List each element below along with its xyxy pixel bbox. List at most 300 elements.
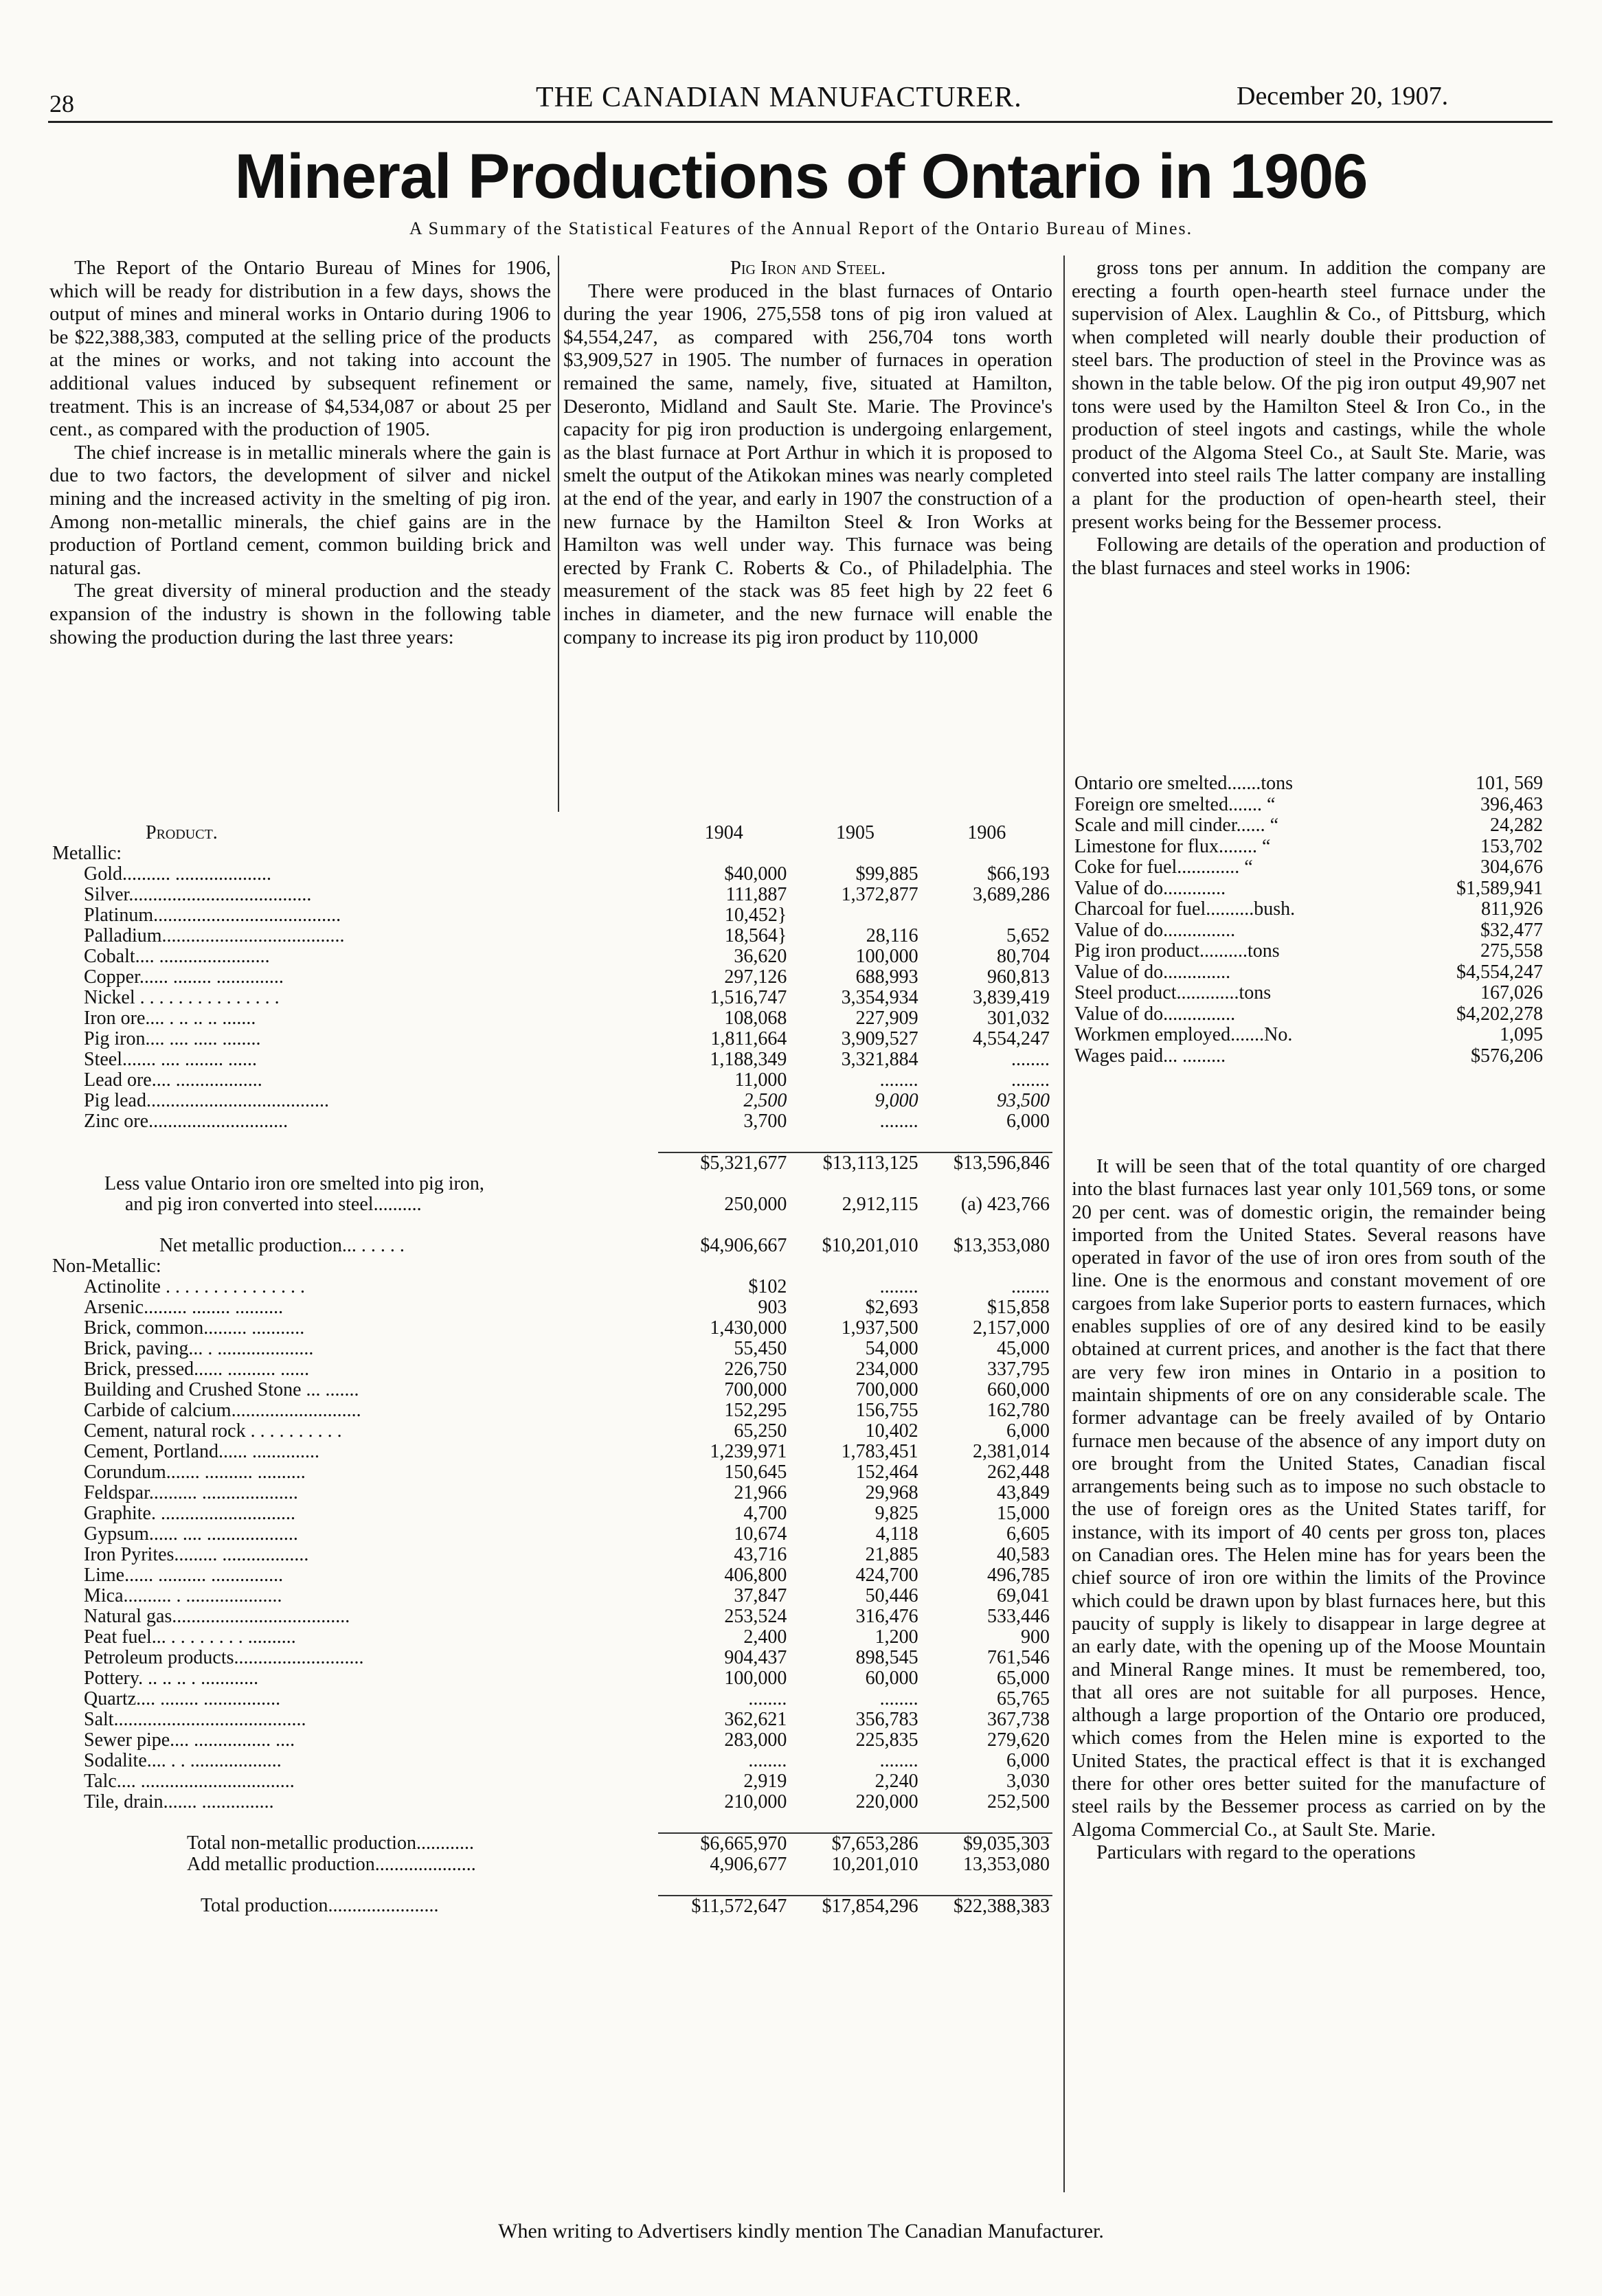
paragraph: The Report of the Ontario Bureau of Mines for 1906, which will be ready for distribution in a few days, shows the output of mines and mineral works in Ontario during 1906 to be $22,388,383, computed at the selling price of the products at the mines or works, and not taking into account the additional values induced by subsequent refinement or treatment. This is an increase of $4,534,087 or about 25 per cent., as compared with the production of 1905. xyxy=(49,257,551,441)
product-header: Product. xyxy=(146,822,218,843)
row-label: Value of do............... xyxy=(1074,1003,1236,1025)
value-1905: $10,201,010 xyxy=(822,1235,918,1256)
value-1905: 3,909,527 xyxy=(841,1028,918,1049)
value-1905: 898,545 xyxy=(855,1647,918,1668)
value-1904: 1,516,747 xyxy=(710,987,787,1008)
row-label: Charcoal for fuel..........bush. xyxy=(1074,898,1296,920)
row-value: 24,282 xyxy=(1490,815,1543,836)
row-value: $4,202,278 xyxy=(1456,1003,1543,1025)
value-1904: 152,295 xyxy=(724,1400,787,1421)
value-1906: (a) 423,766 xyxy=(960,1194,1050,1215)
table-row xyxy=(1072,962,1546,984)
value-1906: 45,000 xyxy=(997,1338,1050,1359)
subtotal-label xyxy=(49,1152,658,1174)
value-1904: 43,716 xyxy=(734,1544,787,1565)
value-1904: 226,750 xyxy=(724,1359,787,1380)
value-1906: 301,032 xyxy=(987,1008,1050,1029)
table-row xyxy=(49,1070,1052,1091)
value-1905: $7,653,286 xyxy=(789,1833,921,1854)
value-1906: ........ xyxy=(1011,1276,1050,1297)
product-name: Cement, Portland...... .............. xyxy=(84,1442,319,1462)
undefined xyxy=(789,843,921,864)
value-1906: 15,000 xyxy=(997,1503,1050,1524)
spacer xyxy=(49,1812,658,1833)
undefined xyxy=(658,1174,789,1194)
running-title: THE CANADIAN MANUFACTURER. xyxy=(536,82,1022,113)
value-1905: ........ xyxy=(879,1688,918,1709)
product-name: Natural gas..................................... xyxy=(84,1606,350,1627)
paragraph: The great diversity of mineral production and the steady expansion of the industry is shown in the following table showing the production during the last three years: xyxy=(49,580,551,648)
value-1904: 10,674 xyxy=(734,1523,787,1545)
less-row xyxy=(49,1194,1052,1215)
total-label: Total production....................... xyxy=(201,1895,439,1916)
header-rule xyxy=(48,121,1553,123)
value-1905: 2,240 xyxy=(875,1771,918,1792)
less-label: Less value Ontario iron ore smelted into pig iron, xyxy=(104,1173,484,1194)
blast-furnace-table xyxy=(1072,773,1546,1067)
value-1904: 297,126 xyxy=(724,966,787,988)
table-row xyxy=(49,1627,1052,1648)
value-1904: 100,000 xyxy=(724,1668,787,1689)
table-row xyxy=(49,1380,1052,1400)
product-name: Salt........................................ xyxy=(84,1709,306,1730)
row-value: 275,558 xyxy=(1480,940,1543,962)
table-row xyxy=(49,1606,1052,1627)
value-1905: 21,885 xyxy=(865,1544,918,1565)
value-1906: 43,849 xyxy=(997,1482,1050,1503)
value-1904: 21,966 xyxy=(734,1482,787,1503)
year-header: 1905 xyxy=(836,822,875,843)
row-label: Scale and mill cinder...... “ xyxy=(1074,815,1279,836)
value-1906: ........ xyxy=(1011,1049,1050,1070)
value-1904: 18,564} xyxy=(724,925,787,946)
paragraph: Particulars with regard to the operations xyxy=(1096,1841,1416,1863)
value-1904: 1,811,664 xyxy=(710,1028,787,1049)
value-1904: 108,068 xyxy=(724,1008,787,1029)
section-label: Metallic: xyxy=(52,843,122,864)
product-name: Corundum....... .......... .......... xyxy=(84,1462,306,1483)
net-label: Net metallic production... . . . . . xyxy=(159,1235,405,1256)
table-row xyxy=(1072,837,1546,858)
value-1906: 6,000 xyxy=(1006,1111,1050,1132)
value-1905: 3,321,884 xyxy=(841,1049,918,1070)
product-name: Actinolite . . . . . . . . . . . . . . . xyxy=(84,1277,305,1297)
product-name: Cobalt.... ....................... xyxy=(84,946,270,967)
value-1905: 156,755 xyxy=(855,1400,918,1421)
product-name: Graphite. ............................ xyxy=(84,1503,295,1524)
value-1905: $17,854,296 xyxy=(789,1896,921,1917)
row-value: 167,026 xyxy=(1480,982,1543,1003)
undefined xyxy=(658,1215,789,1236)
section-label: Non-Metallic: xyxy=(52,1255,161,1277)
value-1905: 54,000 xyxy=(865,1338,918,1359)
product-name: Feldspar.......... .................... xyxy=(84,1483,298,1503)
value-1904: 65,250 xyxy=(734,1420,787,1442)
product-name: Peat fuel... . . . . . . . . .......... xyxy=(84,1627,296,1648)
row-value: $32,477 xyxy=(1480,919,1543,941)
row-label: Wages paid... ......... xyxy=(1074,1045,1226,1067)
table-row xyxy=(49,1049,1052,1070)
table-row xyxy=(49,1524,1052,1545)
undefined xyxy=(658,1132,789,1152)
product-name: Petroleum products........................... xyxy=(84,1648,364,1668)
product-name: Zinc ore............................. xyxy=(84,1111,289,1132)
product-name: Building and Crushed Stone ... ....... xyxy=(84,1380,359,1400)
value-1904: 111,887 xyxy=(725,884,787,905)
value-1905: 10,402 xyxy=(865,1420,918,1442)
row-label: Pig iron product..........tons xyxy=(1074,940,1280,962)
paragraph: There were produced in the blast furnaces of Ontario during the year 1906, 275,558 tons of pig iron valued at $4,554,247, as compared with 256,704 tons worth $3,909,527 in 1905. The number of furnaces in operation remained the same, namely, five, situated at Hamilton, Deseronto, Midland and Sault Ste. Marie. The Province's capacity for pig iron production is undergoing enlargement, as the blast furnace at Port Arthur in which it is proposed to smelt the output of the Atikokan mines was nearly completed at the end of the year, and early in 1907 the construction of a new furnace by the Hamilton Steel & Iron Works at Hamilton was well under way. This furnace was being erected by Frank C. Roberts & Co., of Philadelphia. The measurement of the stack was 85 feet high by 22 feet 6 inches in diameter, and the new furnace will enable the company to increase its pig iron product by 110,000 xyxy=(563,280,1052,648)
value-1906: 262,448 xyxy=(987,1462,1050,1483)
value-1905: 152,464 xyxy=(855,1462,918,1483)
value-1905: 28,116 xyxy=(866,925,918,946)
less-label: and pig iron converted into steel.......... xyxy=(125,1194,422,1215)
spacer xyxy=(49,1875,658,1896)
table-row xyxy=(1072,815,1546,837)
value-1904: $40,000 xyxy=(724,863,787,885)
value-1905: 225,835 xyxy=(855,1729,918,1751)
value-1905: 3,354,934 xyxy=(841,987,918,1008)
table-row xyxy=(49,1400,1052,1421)
value-1905: 424,700 xyxy=(855,1565,918,1586)
table-row xyxy=(49,1792,1052,1812)
value-1904: 11,000 xyxy=(734,1069,787,1091)
value-1904: 1,188,349 xyxy=(710,1049,787,1070)
row-label: Limestone for flux........ “ xyxy=(1074,835,1271,857)
column-2 xyxy=(563,257,1052,649)
product-name: Pig iron.... .... ..... ........ xyxy=(84,1029,261,1049)
issue-date: December 20, 1907. xyxy=(1237,82,1449,111)
section-label-row xyxy=(49,1256,1052,1277)
value-1906: 65,000 xyxy=(997,1668,1050,1689)
table-row xyxy=(1072,773,1546,795)
product-name: Silver...................................... xyxy=(84,885,312,905)
table-row xyxy=(49,1442,1052,1462)
table-row xyxy=(49,926,1052,946)
table-row xyxy=(49,1648,1052,1668)
value-1905: 9,825 xyxy=(875,1503,918,1524)
value-1906: $9,035,303 xyxy=(921,1833,1052,1854)
section-heading: Pig Iron and Steel. xyxy=(730,257,886,279)
value-1904: 250,000 xyxy=(724,1194,787,1215)
product-name: Brick, pressed...... .......... ...... xyxy=(84,1359,310,1380)
value-1904: $102 xyxy=(748,1276,787,1297)
table-row xyxy=(49,1029,1052,1049)
product-name: Lime...... .......... ............... xyxy=(84,1565,284,1586)
grand-total-row xyxy=(49,1896,1052,1917)
value-1905: 688,993 xyxy=(855,966,918,988)
year-header: 1904 xyxy=(704,822,743,843)
table-row xyxy=(1072,795,1546,816)
value-1904: $4,906,667 xyxy=(700,1235,787,1256)
row-label: Coke for fuel............. “ xyxy=(1074,856,1253,878)
paragraph: Following are details of the operation and production of the blast furnaces and steel works in 1906: xyxy=(1072,534,1546,579)
table-row xyxy=(49,1359,1052,1380)
value-1904: 362,621 xyxy=(724,1709,787,1730)
value-1904: 4,700 xyxy=(743,1503,787,1524)
year-header: 1906 xyxy=(967,822,1006,843)
value-1906: $66,193 xyxy=(987,863,1050,885)
product-name: Carbide of calcium........................... xyxy=(84,1400,361,1421)
table-row xyxy=(49,1008,1052,1029)
product-name: Lead ore.... .................. xyxy=(84,1070,262,1091)
row-label: Steel product.............tons xyxy=(1074,982,1272,1003)
value-1906: 3,689,286 xyxy=(973,884,1050,905)
value-1905: 220,000 xyxy=(855,1791,918,1812)
value-1906: 252,500 xyxy=(987,1791,1050,1812)
row-label: Value of do............. xyxy=(1074,877,1226,899)
value-1904: 2,400 xyxy=(743,1626,787,1648)
table-row xyxy=(49,864,1052,885)
value-1906: 533,446 xyxy=(987,1606,1050,1627)
undefined xyxy=(658,843,789,864)
value-1904: 3,700 xyxy=(743,1111,787,1132)
value-1905: 234,000 xyxy=(855,1359,918,1380)
paragraph: The chief increase is in metallic minerals where the gain is due to two factors, the development of silver and nickel mining and the increased activity in the smelting of pig iron. Among non-metallic minerals, the chief gains are in the production of Portland cement, common building brick and natural gas. xyxy=(49,441,551,579)
value-1906: 80,704 xyxy=(997,946,1050,967)
spacer-row xyxy=(49,1875,1052,1896)
product-name: Quartz.... ........ ................ xyxy=(84,1689,281,1709)
table-row xyxy=(49,1668,1052,1689)
subtotal-row xyxy=(49,1152,1052,1174)
undefined xyxy=(789,1132,921,1152)
value-1906: 93,500 xyxy=(997,1090,1050,1111)
table-row xyxy=(49,1111,1052,1132)
undefined xyxy=(921,1875,1052,1896)
table-row xyxy=(1072,878,1546,900)
value-1904: 904,437 xyxy=(724,1647,787,1668)
value-1906: 6,605 xyxy=(1006,1523,1050,1545)
product-name: Copper...... ........ .............. xyxy=(84,967,284,988)
value-1906: ........ xyxy=(1011,1069,1050,1091)
value-1904: $5,321,677 xyxy=(658,1152,789,1174)
value-1905: ........ xyxy=(879,1276,918,1297)
total-label: Add metallic production..................... xyxy=(187,1854,476,1875)
undefined xyxy=(789,1215,921,1236)
value-1906: 2,381,014 xyxy=(973,1441,1050,1462)
value-1906: 65,765 xyxy=(997,1688,1050,1709)
row-value: 811,926 xyxy=(1481,898,1543,920)
undefined xyxy=(658,1875,789,1896)
value-1905: 10,201,010 xyxy=(831,1854,918,1875)
column-1 xyxy=(49,257,551,649)
table-row xyxy=(49,1318,1052,1339)
product-name: Nickel . . . . . . . . . . . . . . . xyxy=(84,988,280,1008)
product-name: Mica.......... . .................... xyxy=(84,1586,282,1606)
spacer-row xyxy=(49,1215,1052,1236)
product-name: Gold.......... .................... xyxy=(84,864,271,885)
spacer xyxy=(49,1132,658,1152)
article-subtitle: A Summary of the Statistical Features of the Annual Report of the Ontario Bureau of Mines. xyxy=(409,218,1193,238)
value-1906: $22,388,383 xyxy=(921,1896,1052,1917)
value-1906: 69,041 xyxy=(997,1585,1050,1606)
production-table xyxy=(49,823,1052,1917)
value-1906: $13,596,846 xyxy=(921,1152,1052,1174)
value-1904: 55,450 xyxy=(734,1338,787,1359)
product-name: Palladium...................................... xyxy=(84,926,345,946)
value-1906: 6,000 xyxy=(1006,1420,1050,1442)
product-name: Arsenic......... ........ .......... xyxy=(84,1297,284,1318)
value-1905: ........ xyxy=(879,1750,918,1771)
value-1906: 3,030 xyxy=(1006,1771,1050,1792)
product-name: Sewer pipe.... ................ .... xyxy=(84,1730,295,1751)
value-1906: 2,157,000 xyxy=(973,1317,1050,1339)
value-1904: $11,572,647 xyxy=(658,1896,789,1917)
value-1906: 900 xyxy=(1021,1626,1050,1648)
product-name: Steel....... .... ........ ...... xyxy=(84,1049,257,1070)
value-1906: 960,813 xyxy=(987,966,1050,988)
footer-note: When writing to Advertisers kindly mention The Canadian Manufacturer. xyxy=(498,2220,1104,2242)
value-1904: 37,847 xyxy=(734,1585,787,1606)
undefined xyxy=(921,1174,1052,1194)
section-label-row xyxy=(49,843,1052,864)
value-1904: 283,000 xyxy=(724,1729,787,1751)
value-1904: 150,645 xyxy=(724,1462,787,1483)
row-label: Value of do.............. xyxy=(1074,961,1231,983)
value-1905: 29,968 xyxy=(865,1482,918,1503)
table-row xyxy=(49,1730,1052,1751)
spacer-row xyxy=(49,1812,1052,1833)
product-name: Brick, common......... ........... xyxy=(84,1318,305,1339)
table-row xyxy=(49,1462,1052,1483)
less-row xyxy=(49,1174,1052,1194)
undefined xyxy=(921,843,1052,864)
page-number: 28 xyxy=(49,90,74,117)
undefined xyxy=(789,1875,921,1896)
undefined xyxy=(921,1256,1052,1277)
undefined xyxy=(658,1256,789,1277)
product-name: Platinum....................................... xyxy=(84,905,341,926)
value-1906: 6,000 xyxy=(1006,1750,1050,1771)
table-row xyxy=(49,1545,1052,1565)
total-row xyxy=(49,1833,1052,1854)
table-row xyxy=(49,1771,1052,1792)
row-value: 304,676 xyxy=(1480,856,1543,878)
product-name: Pig lead...................................... xyxy=(84,1091,329,1111)
value-1904: 2,500 xyxy=(743,1090,787,1111)
value-1905: ........ xyxy=(879,1069,918,1091)
value-1904: ........ xyxy=(748,1688,787,1709)
column-3 xyxy=(1072,257,1546,580)
table-row xyxy=(49,988,1052,1008)
table-row xyxy=(49,1277,1052,1297)
value-1904: 10,452} xyxy=(724,905,787,926)
product-name: Iron Pyrites......... .................. xyxy=(84,1545,309,1565)
spacer xyxy=(49,1215,658,1236)
product-name: Pottery. .. .. .. . ............ xyxy=(84,1668,259,1689)
table-row xyxy=(1072,920,1546,942)
value-1905: $13,113,125 xyxy=(789,1152,921,1174)
undefined xyxy=(789,1812,921,1833)
value-1905: 2,912,115 xyxy=(842,1194,918,1215)
value-1905: 60,000 xyxy=(865,1668,918,1689)
value-1904: ........ xyxy=(748,1750,787,1771)
product-name: Gypsum...... .... ................... xyxy=(84,1524,298,1545)
table-header-row xyxy=(49,823,1052,843)
undefined xyxy=(789,1256,921,1277)
undefined xyxy=(789,1174,921,1194)
product-name: Talc.... ................................ xyxy=(84,1771,295,1792)
table-row xyxy=(1072,1025,1546,1046)
value-1905: 227,909 xyxy=(855,1008,918,1029)
row-value: $576,206 xyxy=(1471,1045,1543,1067)
value-1906: 761,546 xyxy=(987,1647,1050,1668)
net-row xyxy=(49,1236,1052,1256)
total-row xyxy=(49,1854,1052,1875)
paragraph: gross tons per annum. In addition the company are erecting a fourth open-hearth steel furnace under the supervision of Alex. Laughlin & Co., of Pittsburg, which when completed will nearly double their production of steel bars. The production of steel in the Province was as shown in the table below. Of the pig iron output 49,907 net tons were used by the Hamilton Steel & Iron Co., in the production of steel ingots and castings, while the whole product of the Algoma Steel Co., at Sault Ste. Marie, was converted into steel rails The latter company are installing a plant for the production of open-hearth steel, their present works being for the Bessemer process. xyxy=(1072,257,1546,533)
row-value: 396,463 xyxy=(1480,793,1543,815)
table-row xyxy=(49,885,1052,905)
value-1905: 4,118 xyxy=(875,1523,918,1545)
product-name: Iron ore.... . .. .. .. ....... xyxy=(84,1008,256,1029)
value-1906 xyxy=(921,905,1052,926)
table-row xyxy=(49,1586,1052,1606)
value-1904: 406,800 xyxy=(724,1565,787,1586)
table-row xyxy=(49,1689,1052,1709)
spacer-row xyxy=(49,1132,1052,1152)
value-1905: ........ xyxy=(879,1111,918,1132)
product-name: Cement, natural rock . . . . . . . . . . xyxy=(84,1421,342,1442)
row-value: $4,554,247 xyxy=(1456,961,1543,983)
row-label: Ontario ore smelted.......tons xyxy=(1074,773,1294,794)
value-1905: $2,693 xyxy=(865,1297,918,1318)
column-3-continued xyxy=(1072,1155,1546,1864)
table-row xyxy=(49,1709,1052,1730)
value-1905: 9,000 xyxy=(875,1090,918,1111)
value-1906: 279,620 xyxy=(987,1729,1050,1751)
table-row xyxy=(49,1339,1052,1359)
value-1904: 1,430,000 xyxy=(710,1317,787,1339)
value-1906: 3,839,419 xyxy=(973,987,1050,1008)
table-row xyxy=(49,1751,1052,1771)
value-1906: 4,554,247 xyxy=(973,1028,1050,1049)
value-1904: 2,919 xyxy=(743,1771,787,1792)
table-row xyxy=(49,1503,1052,1524)
value-1905: 1,783,451 xyxy=(841,1441,918,1462)
table-row xyxy=(49,1483,1052,1503)
undefined xyxy=(921,1215,1052,1236)
row-label: Workmen employed.......No. xyxy=(1074,1024,1293,1045)
product-name: Brick, paving... . .................... xyxy=(84,1339,314,1359)
row-value: $1,589,941 xyxy=(1456,877,1543,899)
row-label: Value of do............... xyxy=(1074,919,1236,941)
table-row xyxy=(49,1421,1052,1442)
article-title: Mineral Productions of Ontario in 1906 xyxy=(234,141,1368,212)
value-1906: 660,000 xyxy=(987,1379,1050,1400)
column-divider xyxy=(1063,255,1065,2192)
table-row xyxy=(1072,857,1546,878)
value-1905: 700,000 xyxy=(855,1379,918,1400)
table-row xyxy=(1072,941,1546,962)
undefined xyxy=(921,1812,1052,1833)
value-1906: 337,795 xyxy=(987,1359,1050,1380)
value-1906: $13,353,080 xyxy=(954,1235,1050,1256)
value-1906: 367,738 xyxy=(987,1709,1050,1730)
value-1905: 100,000 xyxy=(855,946,918,967)
table-row xyxy=(49,1297,1052,1318)
column-divider xyxy=(558,255,559,812)
table-row xyxy=(49,1091,1052,1111)
value-1904: 700,000 xyxy=(724,1379,787,1400)
value-1904: 4,906,677 xyxy=(710,1854,787,1875)
value-1906: 496,785 xyxy=(987,1565,1050,1586)
total-label: Total non-metallic production............ xyxy=(187,1832,474,1854)
table-row xyxy=(1072,1004,1546,1025)
value-1904: 36,620 xyxy=(734,946,787,967)
undefined xyxy=(658,1812,789,1833)
value-1906: 5,652 xyxy=(1006,925,1050,946)
undefined xyxy=(921,1132,1052,1152)
